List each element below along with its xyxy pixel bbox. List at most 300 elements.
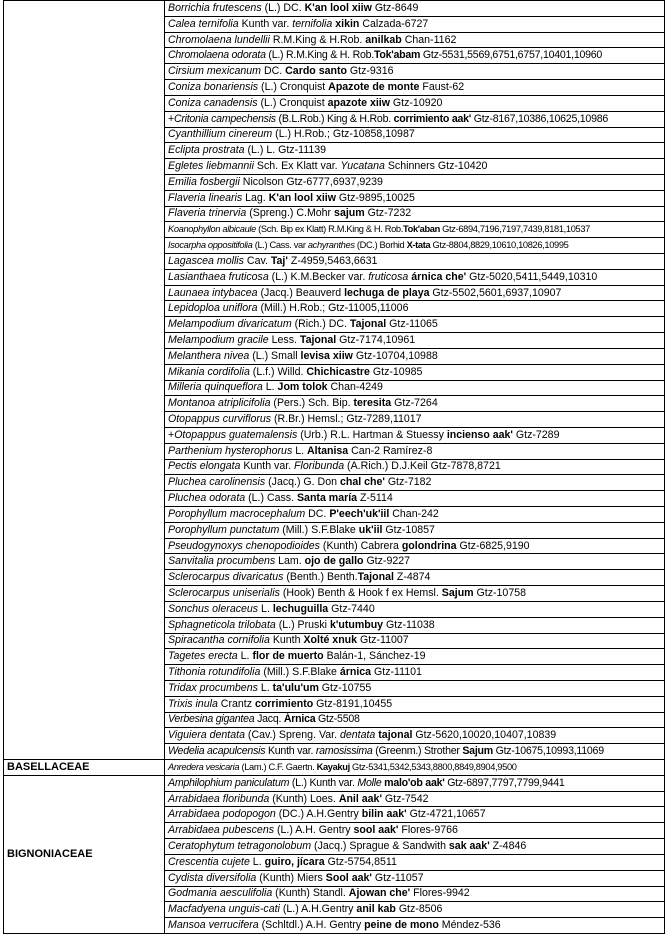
species-cell: [165, 807, 665, 823]
authority-text: (Pers.) Sch. Bip.: [270, 397, 354, 410]
species-name: Anredera vesicaria: [168, 761, 240, 772]
species-name: Otopappus curviflorus: [168, 413, 272, 426]
authority-text: Gtz-8649: [371, 1, 419, 14]
authority-text: Chan-242: [389, 507, 439, 520]
authority-text: (Hook) Benth & Hook f ex Hemsl.: [279, 586, 442, 599]
species-cell: [165, 412, 665, 428]
species-name: Sphagneticola trilobata: [168, 618, 276, 631]
authority-text: Gtz-10704,10988: [352, 349, 438, 362]
authority-text: Nicolson Gtz-6777,6937,9239: [239, 175, 383, 188]
species-name: Sclerocarpus divaricatus: [168, 571, 284, 584]
authority-text: Gtz-5620,10020,10407,10839: [412, 729, 557, 742]
authority-text: Gtz-7264: [391, 397, 438, 410]
family-cell: BASELLACEAE: [4, 760, 165, 776]
species-name: Porophyllum punctatum: [168, 523, 280, 536]
common-name: árnica che': [411, 270, 467, 283]
common-name: Tajonal: [349, 318, 387, 331]
authority-text: Calzada-6727: [359, 17, 429, 30]
species-name: Coniza bonariensis: [168, 80, 259, 93]
species-cell: [165, 554, 665, 570]
species-name: Yucatana: [340, 160, 385, 173]
common-name: lechuguilla: [272, 602, 329, 615]
species-cell: [165, 728, 665, 744]
species-name: Crescentia cujete: [168, 855, 250, 868]
common-name: Kayakuj: [316, 761, 350, 772]
species-cell: [165, 427, 665, 443]
authority-text: DC.: [261, 65, 286, 78]
species-cell: [165, 791, 665, 807]
authority-text: Gtz-5502,5601,6937,10907: [429, 286, 562, 299]
species-name: Otopappus guatemalensis: [174, 428, 298, 441]
authority-text: Gtz-9895,10025: [335, 191, 415, 204]
authority-text: Gtz-5508: [315, 713, 360, 726]
species-cell: [165, 443, 665, 459]
species-cell: [165, 64, 665, 80]
authority-text: L.: [262, 381, 278, 394]
species-cell: [165, 744, 665, 760]
species-cell: [165, 886, 665, 902]
authority-text: Z-4874: [393, 571, 431, 584]
common-name: Apazote de monte: [328, 80, 420, 93]
authority-text: (L.) Cronquist: [257, 96, 328, 109]
species-name: Mikania cordifolia: [168, 365, 250, 378]
species-name: Flaveria trinervia: [168, 207, 247, 220]
species-name: Porophyllum macrocephalum: [168, 507, 306, 520]
species-cell: [165, 918, 665, 934]
common-name: Anil aak': [338, 792, 382, 805]
authority-text: (Sch. Bip ex Klatt) R.M.King & H. Rob.: [255, 224, 403, 235]
species-name: Ceratophytum tetragonolobum: [168, 839, 312, 852]
common-name: sajum: [334, 207, 365, 220]
species-name: Sonchus oleraceus: [168, 602, 259, 615]
common-name: teresita: [353, 397, 392, 410]
common-name: bilin aak': [361, 808, 407, 821]
species-cell: [165, 491, 665, 507]
authority-text: Gtz-11065: [386, 318, 438, 331]
common-name: corrimiento: [254, 697, 314, 710]
species-name: Viguiera dentata: [168, 729, 245, 742]
common-name: Xolté xnuk: [303, 634, 358, 647]
species-cell: [165, 222, 665, 238]
authority-text: Gtz-7440: [328, 602, 375, 615]
authority-text: Z-5114: [357, 492, 393, 505]
common-name: flor de muerto: [252, 650, 324, 663]
authority-text: Gtz-5341,5342,5343,8800,8849,8904,9500: [349, 761, 517, 772]
authority-text: Z-4959,5463,6631: [287, 254, 378, 267]
species-cell: [165, 601, 665, 617]
authority-text: (L.) K.M.Becker var.: [268, 270, 369, 283]
authority-text: (Greenm.) Strother: [372, 745, 463, 758]
species-cell: [165, 143, 665, 159]
species-name: Macfadyena unguis-cati: [168, 903, 280, 916]
authority-text: Gtz-7542: [381, 792, 429, 805]
species-name: Pluchea odorata: [168, 492, 246, 505]
species-name: Mansoa verrucifera: [168, 919, 259, 932]
authority-text: Crantz: [217, 697, 255, 710]
common-name: golondrina: [401, 539, 457, 552]
common-name: Taj': [270, 254, 288, 267]
authority-text: Kunth: [269, 634, 304, 647]
species-name: Koanophyllon albicaule: [168, 224, 256, 235]
authority-text: (Urb.) R.L. Hartman & Stuessy: [297, 428, 447, 441]
species-cell: [165, 317, 665, 333]
authority-text: Gtz-11101: [371, 666, 422, 679]
common-name: corrimiento aak': [393, 112, 472, 125]
authority-text: L.: [258, 602, 273, 615]
species-name: Molle: [357, 776, 382, 789]
species-name: dentata: [339, 729, 376, 742]
species-name: Tridax procumbens: [168, 681, 258, 694]
common-name: Ajowan che': [348, 887, 411, 900]
authority-text: (Mill.) H.Rob.; Gtz-11005,11006: [257, 302, 409, 315]
species-name: Chromolaena lundellii: [168, 33, 270, 46]
common-name: K'an lool xiiw: [268, 191, 336, 204]
species-name: Arrabidaea floribunda: [168, 792, 270, 805]
authority-text: Gtz-5531,5569,6751,6757,10401,10960: [420, 49, 603, 62]
authority-text: L.: [249, 855, 265, 868]
species-name: Egletes liebmannii: [168, 160, 254, 173]
authority-text: R.M.King & H.Rob.: [269, 33, 366, 46]
species-cell: [165, 902, 665, 918]
authority-text: (L.) H.Rob.; Gtz-10858,10987: [272, 128, 415, 141]
common-name: Jom tolok: [277, 381, 328, 394]
authority-text: Cav.: [243, 254, 271, 267]
species-name: Borrichia frutescens: [168, 1, 262, 14]
authority-text: Gtz-9316: [346, 65, 394, 78]
authority-text: (L.) A.H.Gentry: [279, 903, 357, 916]
species-name: Cirsium mexicanum: [168, 65, 262, 78]
authority-text: +: [168, 428, 175, 441]
family-cell: [4, 1, 165, 760]
authority-text: (L.) Small: [249, 349, 301, 362]
species-name: Verbesina gigantea: [168, 713, 255, 726]
species-cell: [165, 570, 665, 586]
common-name: Tok'abam: [373, 49, 421, 62]
species-name: Melampodium gracile: [168, 333, 269, 346]
common-name: anil kab: [356, 903, 396, 916]
family-cell: BIGNONIACEAE: [4, 775, 165, 933]
species-name: Pseudogynoxys chenopodioides: [168, 539, 320, 552]
species-name: Launaea intybacea: [168, 286, 258, 299]
common-name: lechuga de playa: [344, 286, 430, 299]
species-cell: [165, 269, 665, 285]
species-cell: [165, 380, 665, 396]
species-name: achyranthes: [307, 240, 355, 251]
authority-text: Lag.: [242, 191, 269, 204]
authority-text: Gtz-10755: [318, 681, 372, 694]
species-cell: [165, 696, 665, 712]
common-name: Árnica: [283, 713, 316, 726]
common-name: sak aak': [448, 839, 490, 852]
authority-text: Gtz-7232: [364, 207, 412, 220]
species-cell: [165, 32, 665, 48]
species-cell: [165, 206, 665, 222]
authority-text: Balán-1, Sánchez-19: [323, 650, 426, 663]
common-name: Tajonal: [357, 571, 394, 584]
authority-text: Flores-9942: [410, 887, 470, 900]
species-cell: [165, 633, 665, 649]
authority-text: Gtz-11007: [357, 634, 409, 647]
species-name: Isocarpha oppositifolia: [168, 240, 253, 251]
authority-text: (L.) Pruski: [275, 618, 330, 631]
species-cell: [165, 507, 665, 523]
authority-text: (Kunth) Standl.: [272, 887, 349, 900]
authority-text: Kunth var.: [238, 17, 293, 30]
species-cell: [165, 870, 665, 886]
species-name: Tithonia rotundifolia: [168, 666, 261, 679]
species-name: Critonia campechensis: [173, 112, 276, 125]
species-cell: [165, 775, 665, 791]
species-cell: [165, 159, 665, 175]
species-name: Pectis elongata: [168, 460, 241, 473]
species-name: Godmania aesculifolia: [168, 887, 273, 900]
authority-text: Lam.: [275, 555, 305, 568]
authority-text: Faust-62: [419, 80, 465, 93]
authority-text: (DC.) Borhid: [354, 240, 407, 251]
species-cell: [165, 174, 665, 190]
common-name: sool aak': [353, 824, 399, 837]
species-name: fruticosa: [368, 270, 409, 283]
authority-text: L.: [292, 444, 307, 457]
species-cell: [165, 127, 665, 143]
species-cell: [165, 396, 665, 412]
species-cell: [165, 475, 665, 491]
species-cell: [165, 665, 665, 681]
common-name: K'an lool xiiw: [304, 1, 372, 14]
common-name: Tajonal: [299, 333, 337, 346]
species-cell: [165, 538, 665, 554]
authority-text: (Mill.) S.F.Blake: [279, 523, 359, 536]
common-name: Tok'aban: [402, 224, 440, 235]
authority-text: Less.: [268, 333, 300, 346]
common-name: k'utumbuy: [329, 618, 384, 631]
species-cell: [165, 649, 665, 665]
authority-text: Gtz-6897,7797,7799,9441: [444, 776, 565, 789]
species-cell: [165, 333, 665, 349]
authority-text: L.: [257, 681, 273, 694]
authority-text: Gtz-7182: [384, 476, 432, 489]
authority-text: (Cav.) Spreng. Var.: [244, 729, 340, 742]
species-name: Chromolaena odorata: [168, 49, 266, 62]
species-cell: [165, 522, 665, 538]
authority-text: (A.Rich.) D.J.Keil Gtz-7878,8721: [344, 460, 501, 473]
species-name: Lepidoploa uniflora: [168, 302, 258, 315]
common-name: árnica: [339, 666, 372, 679]
authority-text: Kunth var.: [240, 460, 295, 473]
species-cell: [165, 285, 665, 301]
authority-text: (L.) L. Gtz-11139: [244, 144, 326, 157]
authority-text: Gtz-10675,10993,11069: [492, 745, 604, 758]
species-name: Pluchea carolinensis: [168, 476, 266, 489]
authority-text: Kunth var.: [265, 745, 316, 758]
common-name: Altanisa: [306, 444, 349, 457]
common-name: Sajum: [462, 745, 493, 758]
authority-text: Gtz-5020,5411,5449,10310: [466, 270, 598, 283]
species-cell: [165, 301, 665, 317]
table-body: [4, 1, 665, 934]
authority-text: (L.f.) Willd.: [249, 365, 307, 378]
common-name: Sajum: [441, 586, 474, 599]
authority-text: Chan-4249: [327, 381, 383, 394]
authority-text: (Schltdl.) A.H. Gentry: [258, 919, 365, 932]
table-row: [4, 1, 665, 17]
authority-text: Sch. Ex Klatt var.: [253, 160, 341, 173]
authority-text: Gtz-11057: [371, 871, 424, 884]
species-name: Lagascea mollis: [168, 254, 244, 267]
authority-text: (L.) Cass.: [245, 492, 297, 505]
species-name: Lasianthaea fruticosa: [168, 270, 269, 283]
species-name: Wedelia acapulcensis: [168, 745, 266, 758]
species-cell: [165, 254, 665, 270]
authority-text: (Kunth) Loes.: [269, 792, 339, 805]
common-name: Cardo santo: [285, 65, 347, 78]
common-name: X-tata: [406, 240, 431, 251]
species-name: Coniza canadensis: [168, 96, 258, 109]
common-name: uk'iil: [358, 523, 383, 536]
species-cell: [165, 680, 665, 696]
species-cell: [165, 190, 665, 206]
species-name: Sanvitalia procumbens: [168, 555, 276, 568]
common-name: P'eech'uk'iil: [329, 507, 390, 520]
species-cell: [165, 111, 665, 127]
authority-text: +: [168, 112, 174, 125]
species-cell: [165, 80, 665, 96]
authority-text: (Spreng.) C.Mohr: [246, 207, 335, 220]
common-name: ojo de gallo: [304, 555, 364, 568]
authority-text: (Mill.) S.F.Blake: [260, 666, 340, 679]
species-name: Cyanthillium cinereum: [168, 128, 273, 141]
authority-text: (Lam.) C.F. Gaertn.: [239, 761, 317, 772]
authority-text: (Rich.) DC.: [291, 318, 350, 331]
common-name: guiro, jícara: [264, 855, 325, 868]
authority-text: (Jacq.) G. Don: [265, 476, 340, 489]
authority-text: Gtz-6825,9190: [456, 539, 530, 552]
species-cell: [165, 364, 665, 380]
common-name: ta'ulu'um: [272, 681, 319, 694]
species-name: Arrabidaea podopogon: [168, 808, 276, 821]
authority-text: (L.) Cass. var: [252, 240, 308, 251]
authority-text: Gtz-5754,8511: [324, 855, 397, 868]
species-name: Melampodium divaricatum: [168, 318, 292, 331]
authority-text: Gtz-8167,10386,10625,10986: [471, 112, 608, 125]
species-name: ramosissima: [315, 745, 373, 758]
species-name: Flaveria linearis: [168, 191, 243, 204]
authority-text: L.: [237, 650, 253, 663]
species-name: Sclerocarpus uniserialis: [168, 586, 280, 599]
authority-text: Gtz-10920: [389, 96, 443, 109]
authority-text: (R.Br.) Hemsl.; Gtz-7289,11017: [271, 413, 422, 426]
authority-text: (L.) R.M.King & H. Rob.: [265, 49, 374, 62]
table-row: [4, 760, 665, 776]
authority-text: (L.) DC.: [261, 1, 305, 14]
common-name: peine de mono: [364, 919, 439, 932]
species-name: Arrabidaea pubescens: [168, 824, 275, 837]
species-cell: [165, 48, 665, 64]
species-cell: [165, 238, 665, 254]
common-name: malo'ob aak': [384, 776, 445, 789]
species-name: Spiracantha cornifolia: [168, 634, 270, 647]
authority-text: Jacq.: [254, 713, 284, 726]
common-name: anilkab: [365, 33, 402, 46]
species-cell: [165, 712, 665, 728]
common-name: levisa xiiw: [300, 349, 353, 362]
species-name: Cydista diversifolia: [168, 871, 257, 884]
species-cell: [165, 459, 665, 475]
authority-text: Gtz-10857: [382, 523, 435, 536]
authority-text: Can-2 Ramírez-8: [348, 444, 433, 457]
species-cell: [165, 760, 665, 776]
authority-text: (Kunth) Cabrera: [319, 539, 402, 552]
authority-text: Gtz-7289: [512, 428, 560, 441]
species-name: Parthenium hysterophorus: [168, 444, 293, 457]
species-cell: [165, 823, 665, 839]
authority-text: Méndez-536: [438, 919, 501, 932]
authority-text: Gtz-4721,10657: [406, 808, 486, 821]
species-cell: [165, 1, 665, 17]
common-name: Santa maría: [296, 492, 358, 505]
authority-text: Gtz-8191,10455: [313, 697, 393, 710]
species-name: Emilia fosbergii: [168, 175, 240, 188]
authority-text: Gtz-10758: [473, 586, 527, 599]
species-cell: [165, 95, 665, 111]
authority-text: (Kunth) Miers: [256, 871, 326, 884]
common-name: tajonal: [378, 729, 413, 742]
authority-text: (Jacq.) Sprague & Sandwith: [311, 839, 449, 852]
authority-text: Gtz-8804,8829,10610,10826,10995: [430, 240, 569, 251]
species-table: [3, 0, 665, 934]
common-name: apazote xiiw: [327, 96, 390, 109]
species-cell: [165, 839, 665, 855]
species-name: Calea ternifolia: [168, 17, 239, 30]
table-row: [4, 775, 665, 791]
common-name: Chichicastre: [306, 365, 370, 378]
authority-text: Schinners Gtz-10420: [384, 160, 488, 173]
authority-text: Gtz-8506: [395, 903, 443, 916]
authority-text: Gtz-7174,10961: [336, 333, 416, 346]
species-cell: [165, 854, 665, 870]
common-name: xikin: [335, 17, 360, 30]
authority-text: (L.) Cronquist: [258, 80, 329, 93]
species-cell: [165, 16, 665, 32]
authority-text: (L.) Kunth var.: [289, 776, 358, 789]
authority-text: Gtz-10985: [369, 365, 423, 378]
authority-text: Chan-1162: [401, 33, 457, 46]
authority-text: (Benth.) Benth.: [283, 571, 358, 584]
species-name: Amphilophium paniculatum: [168, 776, 290, 789]
species-name: Floribunda: [294, 460, 345, 473]
species-name: ternifolia: [292, 17, 333, 30]
species-name: Tagetes erecta: [168, 650, 238, 663]
species-cell: [165, 348, 665, 364]
authority-text: Z-4846: [489, 839, 527, 852]
species-name: Milleria quinqueflora: [168, 381, 263, 394]
common-name: Sool aak': [325, 871, 372, 884]
common-name: chal che': [339, 476, 385, 489]
species-name: Montanoa atriplicifolia: [168, 397, 271, 410]
species-cell: [165, 586, 665, 602]
authority-text: (L.) A.H. Gentry: [274, 824, 354, 837]
species-cell: [165, 617, 665, 633]
species-name: Trixis inula: [168, 697, 218, 710]
authority-text: Gtz-11038: [383, 618, 435, 631]
authority-text: Gtz-9227: [363, 555, 411, 568]
common-name: incienso aak': [446, 428, 513, 441]
authority-text: Gtz-6894,7196,7197,7439,8181,10537: [439, 224, 591, 235]
authority-text: (Jacq.) Beauverd: [257, 286, 345, 299]
authority-text: (DC.) A.H.Gentry: [275, 808, 362, 821]
authority-text: (B.L.Rob.) King & H.Rob.: [275, 112, 394, 125]
authority-text: DC.: [305, 507, 330, 520]
